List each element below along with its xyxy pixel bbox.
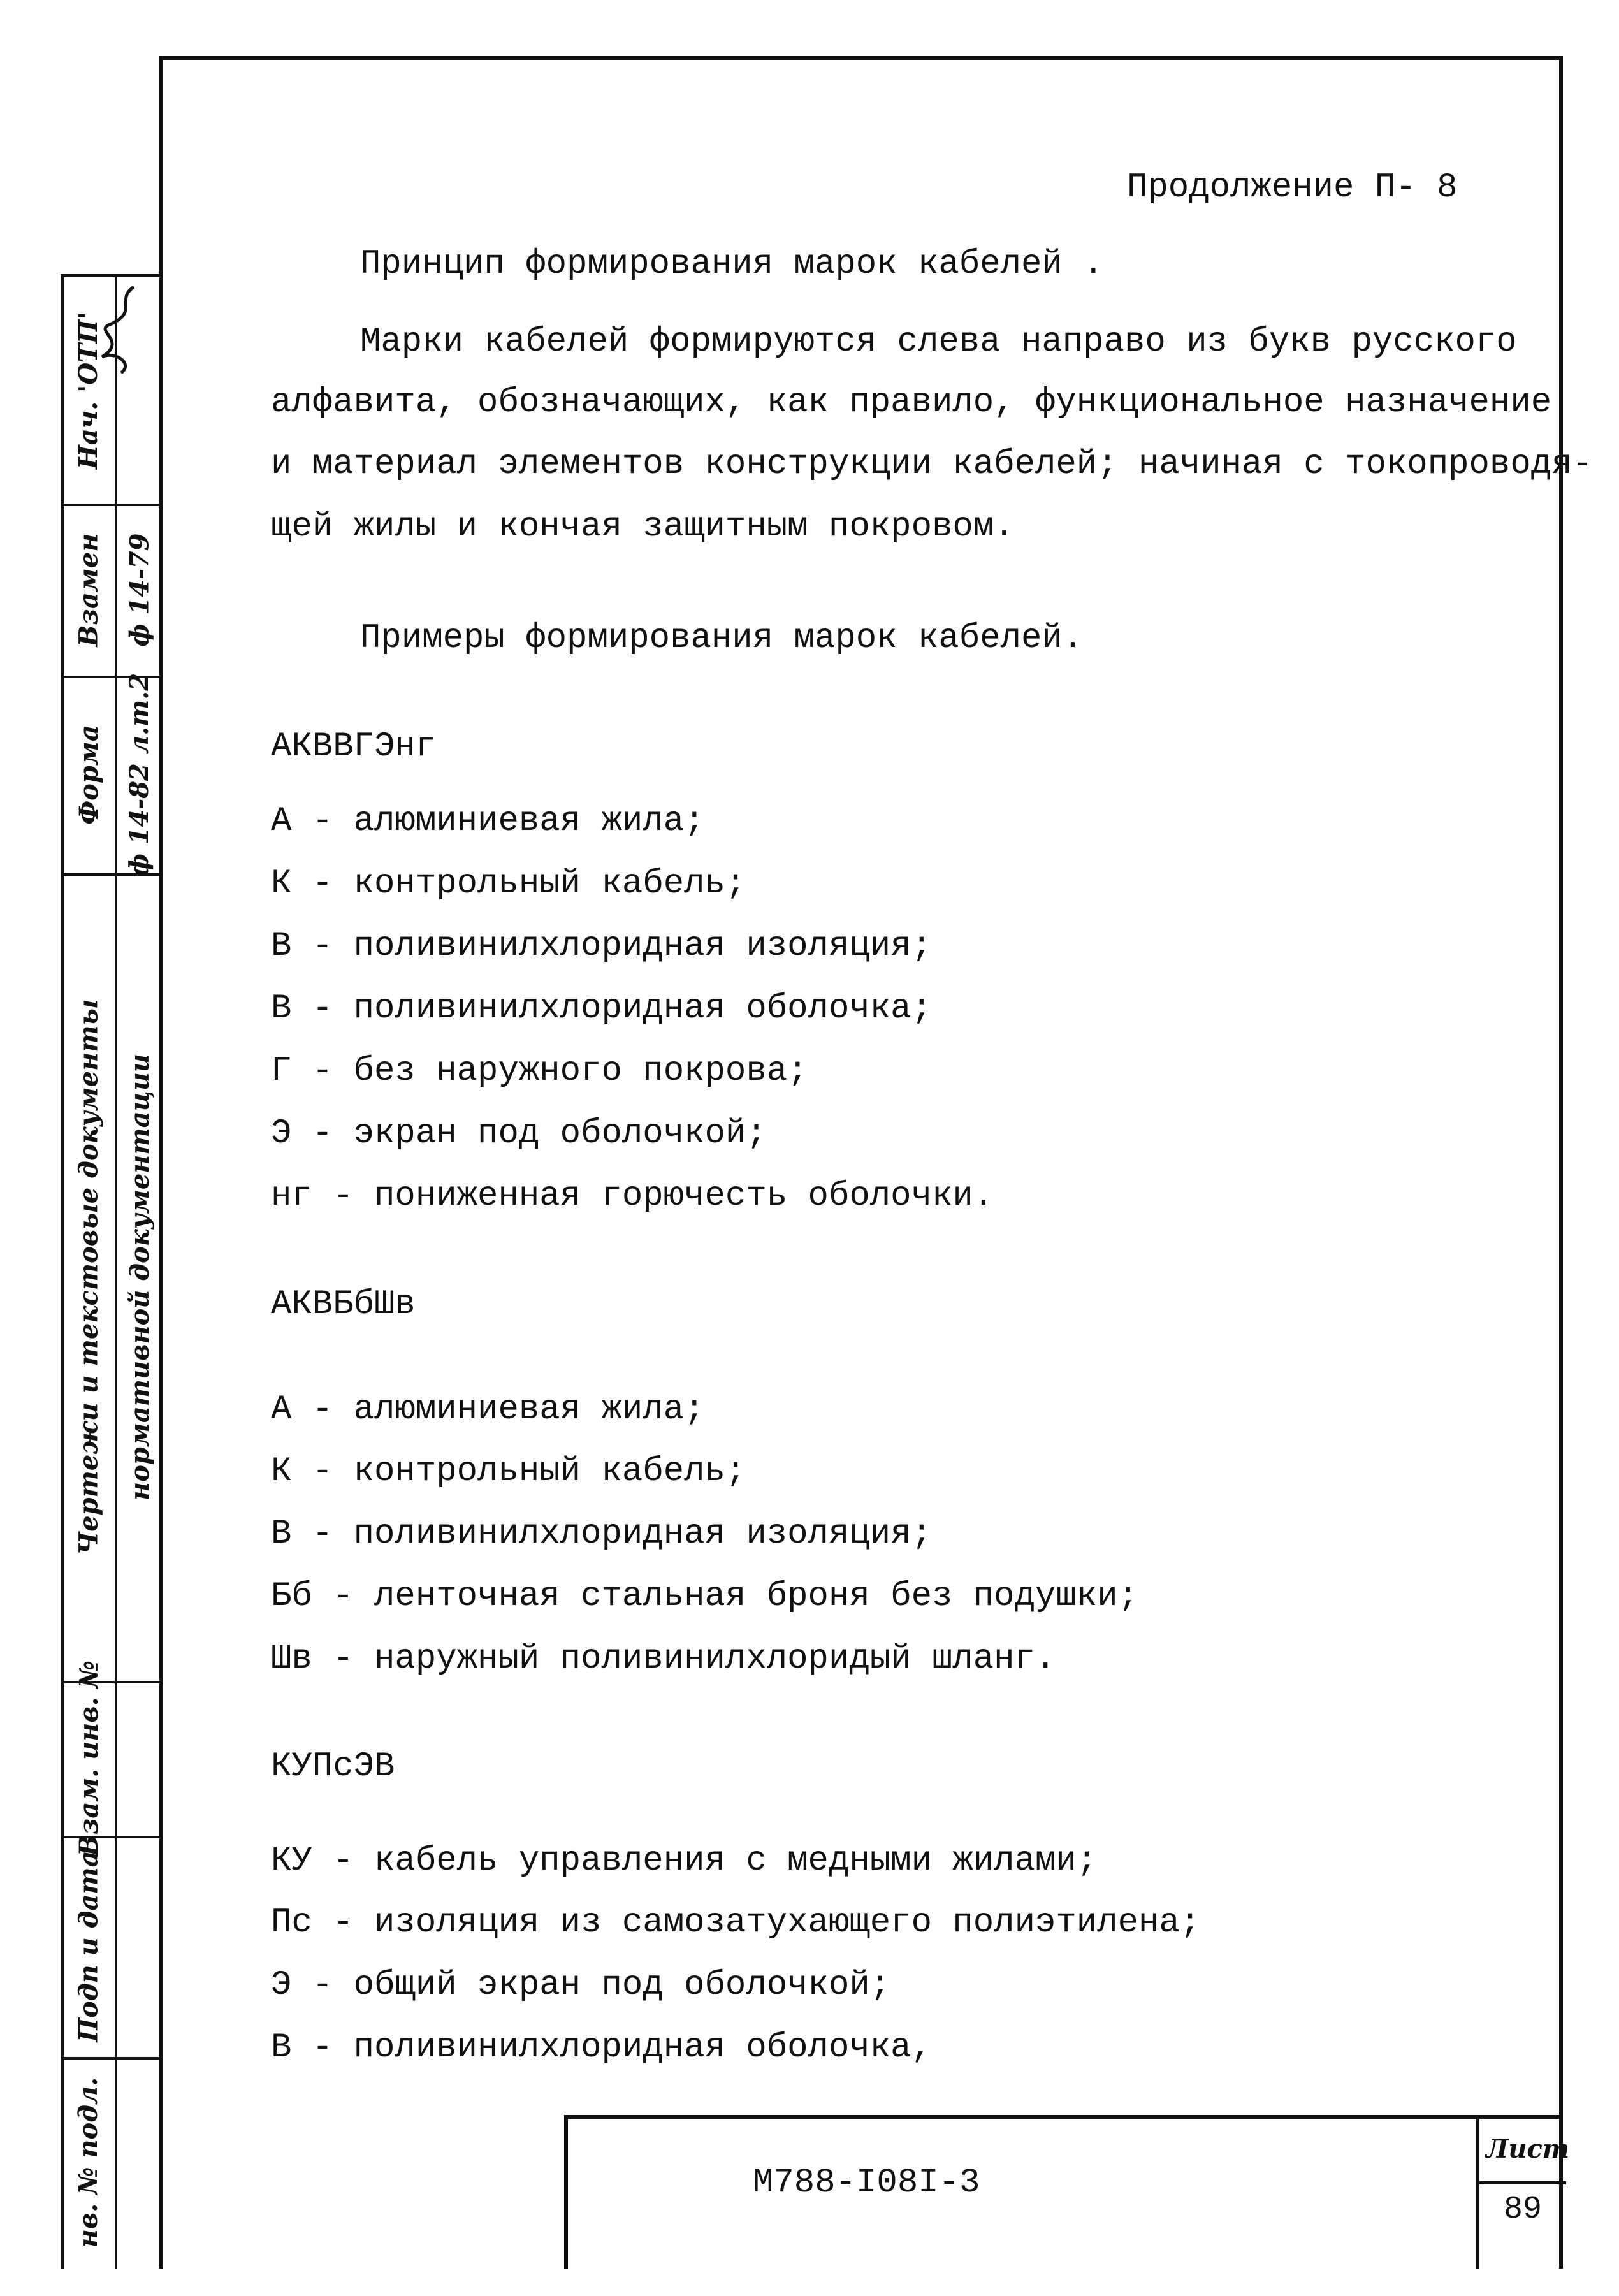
mark-line: Г - без наружного покрова;: [271, 1052, 808, 1091]
mark-line: В - поливинилхлоридная оболочка,: [271, 2028, 932, 2067]
sidebar-cell: нв. № подл.: [73, 2077, 104, 2248]
document-code: М788-I08I-3: [753, 2163, 980, 2202]
mark-line: К - контрольный кабель;: [271, 1452, 746, 1491]
mark-line: А - алюминиевая жила;: [271, 802, 705, 841]
mark-line: КУ - кабель управления с медными жилами;: [271, 1842, 1098, 1880]
intro-line: алфавита, обозначающих, как правило, функциональное назначение: [271, 383, 1552, 422]
sidebar-cell: Форма: [73, 724, 104, 825]
intro-line: и материал элементов конструкции кабелей; начиная с токопроводя-: [271, 445, 1593, 484]
sidebar-cell: Взамен: [73, 533, 104, 646]
mark-line: В - поливинилхлоридная изоляция;: [271, 1515, 932, 1553]
sheet-box: [1476, 2119, 1570, 2269]
mark-line: К - контрольный кабель;: [271, 864, 746, 903]
continuation-label: Продолжение П- 8: [1127, 168, 1458, 207]
mark-line: Бб - ленточная стальная броня без подушки;: [271, 1577, 1139, 1616]
cable-mark: АКВВГЭнг: [271, 727, 437, 766]
mark-line: Шв - наружный поливинилхлоридый шланг.: [271, 1639, 1056, 1678]
mark-line: В - поливинилхлоридная изоляция;: [271, 927, 932, 966]
cable-mark: АКВБбШв: [271, 1285, 416, 1324]
sidebar-cell: Взам. инв. №: [73, 1660, 104, 1856]
cable-mark: КУПсЭВ: [271, 1747, 395, 1786]
sidebar-cell: Нач. 'ОТП': [73, 311, 104, 470]
sidebar-cell: Подп и дата: [73, 1850, 104, 2042]
sidebar-title-block: [61, 274, 163, 2269]
sidebar-cell: нормативной документации: [124, 1054, 155, 1500]
mark-line: нг - пониженная горючесть оболочки.: [271, 1177, 994, 1216]
examples-heading: Примеры формирования марок кабелей.: [360, 619, 1084, 658]
intro-line: Марки кабелей формируются слева направо из букв русского: [360, 323, 1517, 361]
sidebar-cell: Чертежи и текстовые документы: [73, 999, 104, 1555]
mark-line: Э - общий экран под оболочкой;: [271, 1966, 891, 2005]
mark-line: А - алюминиевая жила;: [271, 1390, 705, 1429]
sheet-label: Лист: [1486, 2134, 1570, 2164]
title-stamp: [564, 2115, 1570, 2269]
intro-line: щей жилы и кончая защитным покровом.: [271, 507, 1015, 546]
mark-line: Пс - изоляция из самозатухающего полиэтилена;: [271, 1903, 1201, 1942]
sheet-number: 89: [1479, 2181, 1566, 2235]
section-title: Принцип формирования марок кабелей .: [360, 245, 1104, 284]
sidebar-cell: ф 14-82 л.т.2: [124, 672, 155, 876]
mark-line: В - поливинилхлоридная оболочка;: [271, 989, 932, 1028]
signature-mark: [89, 280, 147, 376]
mark-line: Э - экран под оболочкой;: [271, 1114, 767, 1153]
sidebar-cell: ф 14-79: [124, 533, 155, 646]
